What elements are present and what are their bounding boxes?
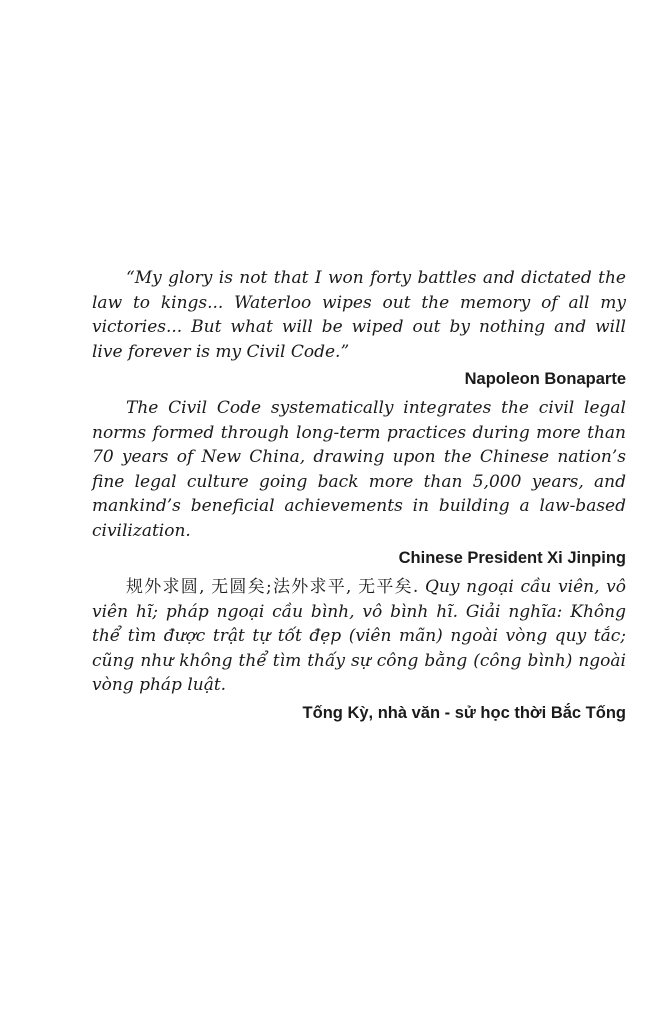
quote-author: Chinese President Xi Jinping — [398, 549, 626, 567]
quote-text: “My glory is not that I won forty battles and dictated the law to kings... Waterloo wipes out the memory of all my victories... But what will be wiped out by nothing and will live forever is my Civil Code.” — [92, 268, 626, 362]
quote-napoleon — [92, 266, 626, 390]
quote-xi-jinping — [92, 396, 626, 569]
epigraph-quotes — [92, 266, 626, 724]
quote-tong-ky — [92, 575, 626, 724]
quote-author: Napoleon Bonaparte — [464, 370, 626, 388]
quote-text: The Civil Code systematically integrates the civil legal norms formed through long-term practices during more than 70 years of New China, drawing upon the Chinese nation’s fine legal culture going back more than 5,000 years, and mankind’s beneficial achievements in building a law-based civilization. — [92, 398, 626, 541]
quote-translation: Quy ngoại cầu viên, vô viên hĩ; pháp ngoại cầu bình, vô bình hĩ. Giải nghĩa: Không thể tìm được trật tự tốt đẹp (viên mãn) ngoài vòng quy tắc; cũng như không thể tìm thấy sự công bằng (công bình) ngoài vòng pháp luật. — [92, 577, 627, 695]
quote-text — [92, 575, 626, 698]
quote-chinese-original: 规外求圆, 无圆矣;法外求平, 无平矣. — [126, 577, 419, 597]
quote-author: Tống Kỳ, nhà văn - sử học thời Bắc Tống — [302, 703, 626, 722]
